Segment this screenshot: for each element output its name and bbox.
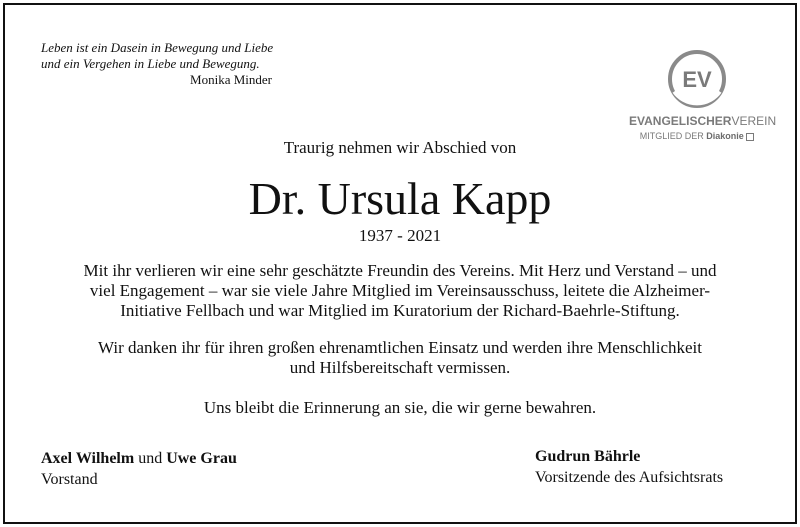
logo-name	[629, 114, 777, 128]
deceased-name: Dr. Ursula Kapp	[248, 173, 552, 224]
paragraph-2-line-2: und Hilfsbereitschaft vermissen.	[289, 358, 511, 377]
intro-text: Traurig nehmen wir Abschied von	[283, 138, 517, 157]
signer-connector: und	[138, 450, 163, 467]
logo-initials: EV	[682, 67, 712, 92]
signer-role-left: Vorstand	[41, 471, 98, 488]
life-dates: 1937 - 2021	[358, 226, 442, 245]
paragraph-1-line-3: Initiative Fellbach und war Mitglied im Kuratorium der Richard-Baehrle-Stiftung.	[120, 301, 680, 320]
logo-name-light: VEREIN	[731, 114, 777, 128]
signer-name-1: Axel Wilhelm	[41, 450, 135, 467]
quote-author: Monika Minder	[190, 72, 272, 87]
signature-left-names	[41, 448, 237, 469]
signature-right	[535, 446, 723, 488]
obituary-card	[3, 3, 797, 524]
ev-logo-icon	[667, 49, 727, 109]
logo-name-bold: EVANGELISCHER	[629, 114, 732, 128]
signer-name-2: Uwe Grau	[166, 450, 237, 467]
signer-role-right: Vorsitzende des Aufsichtsrats	[535, 469, 724, 486]
signer-name-right: Gudrun Bährle	[535, 448, 641, 465]
quote	[41, 40, 281, 72]
paragraph-3: Uns bleibt die Erinnerung an sie, die wir gerne bewahren.	[203, 398, 597, 417]
quote-line-1: Leben ist ein Dasein in Bewegung und Liebe	[41, 40, 274, 55]
quote-line-2: und ein Vergehen in Liebe und Bewegung.	[41, 56, 260, 71]
logo-sub-prefix: MITGLIED DER	[639, 131, 704, 141]
paragraph-1-line-2: viel Engagement – war sie viele Jahre Mitglied im Vereinsausschuss, leitete die Alzheimer-	[89, 281, 711, 300]
signature-left	[41, 448, 237, 490]
paragraph-1	[5, 261, 795, 321]
paragraph-1-line-1: Mit ihr verlieren wir eine sehr geschätzte Freundin des Vereins. Mit Herz und Verstand – und	[83, 261, 717, 280]
evangelischer-verein-logo	[629, 49, 777, 145]
logo-sub-brand: Diakonie	[706, 131, 744, 141]
paragraph-2-line-1: Wir danken ihr für ihren großen ehrenamtlichen Einsatz und werden ihre Menschlichkeit	[97, 338, 702, 357]
paragraph-2	[5, 338, 795, 378]
